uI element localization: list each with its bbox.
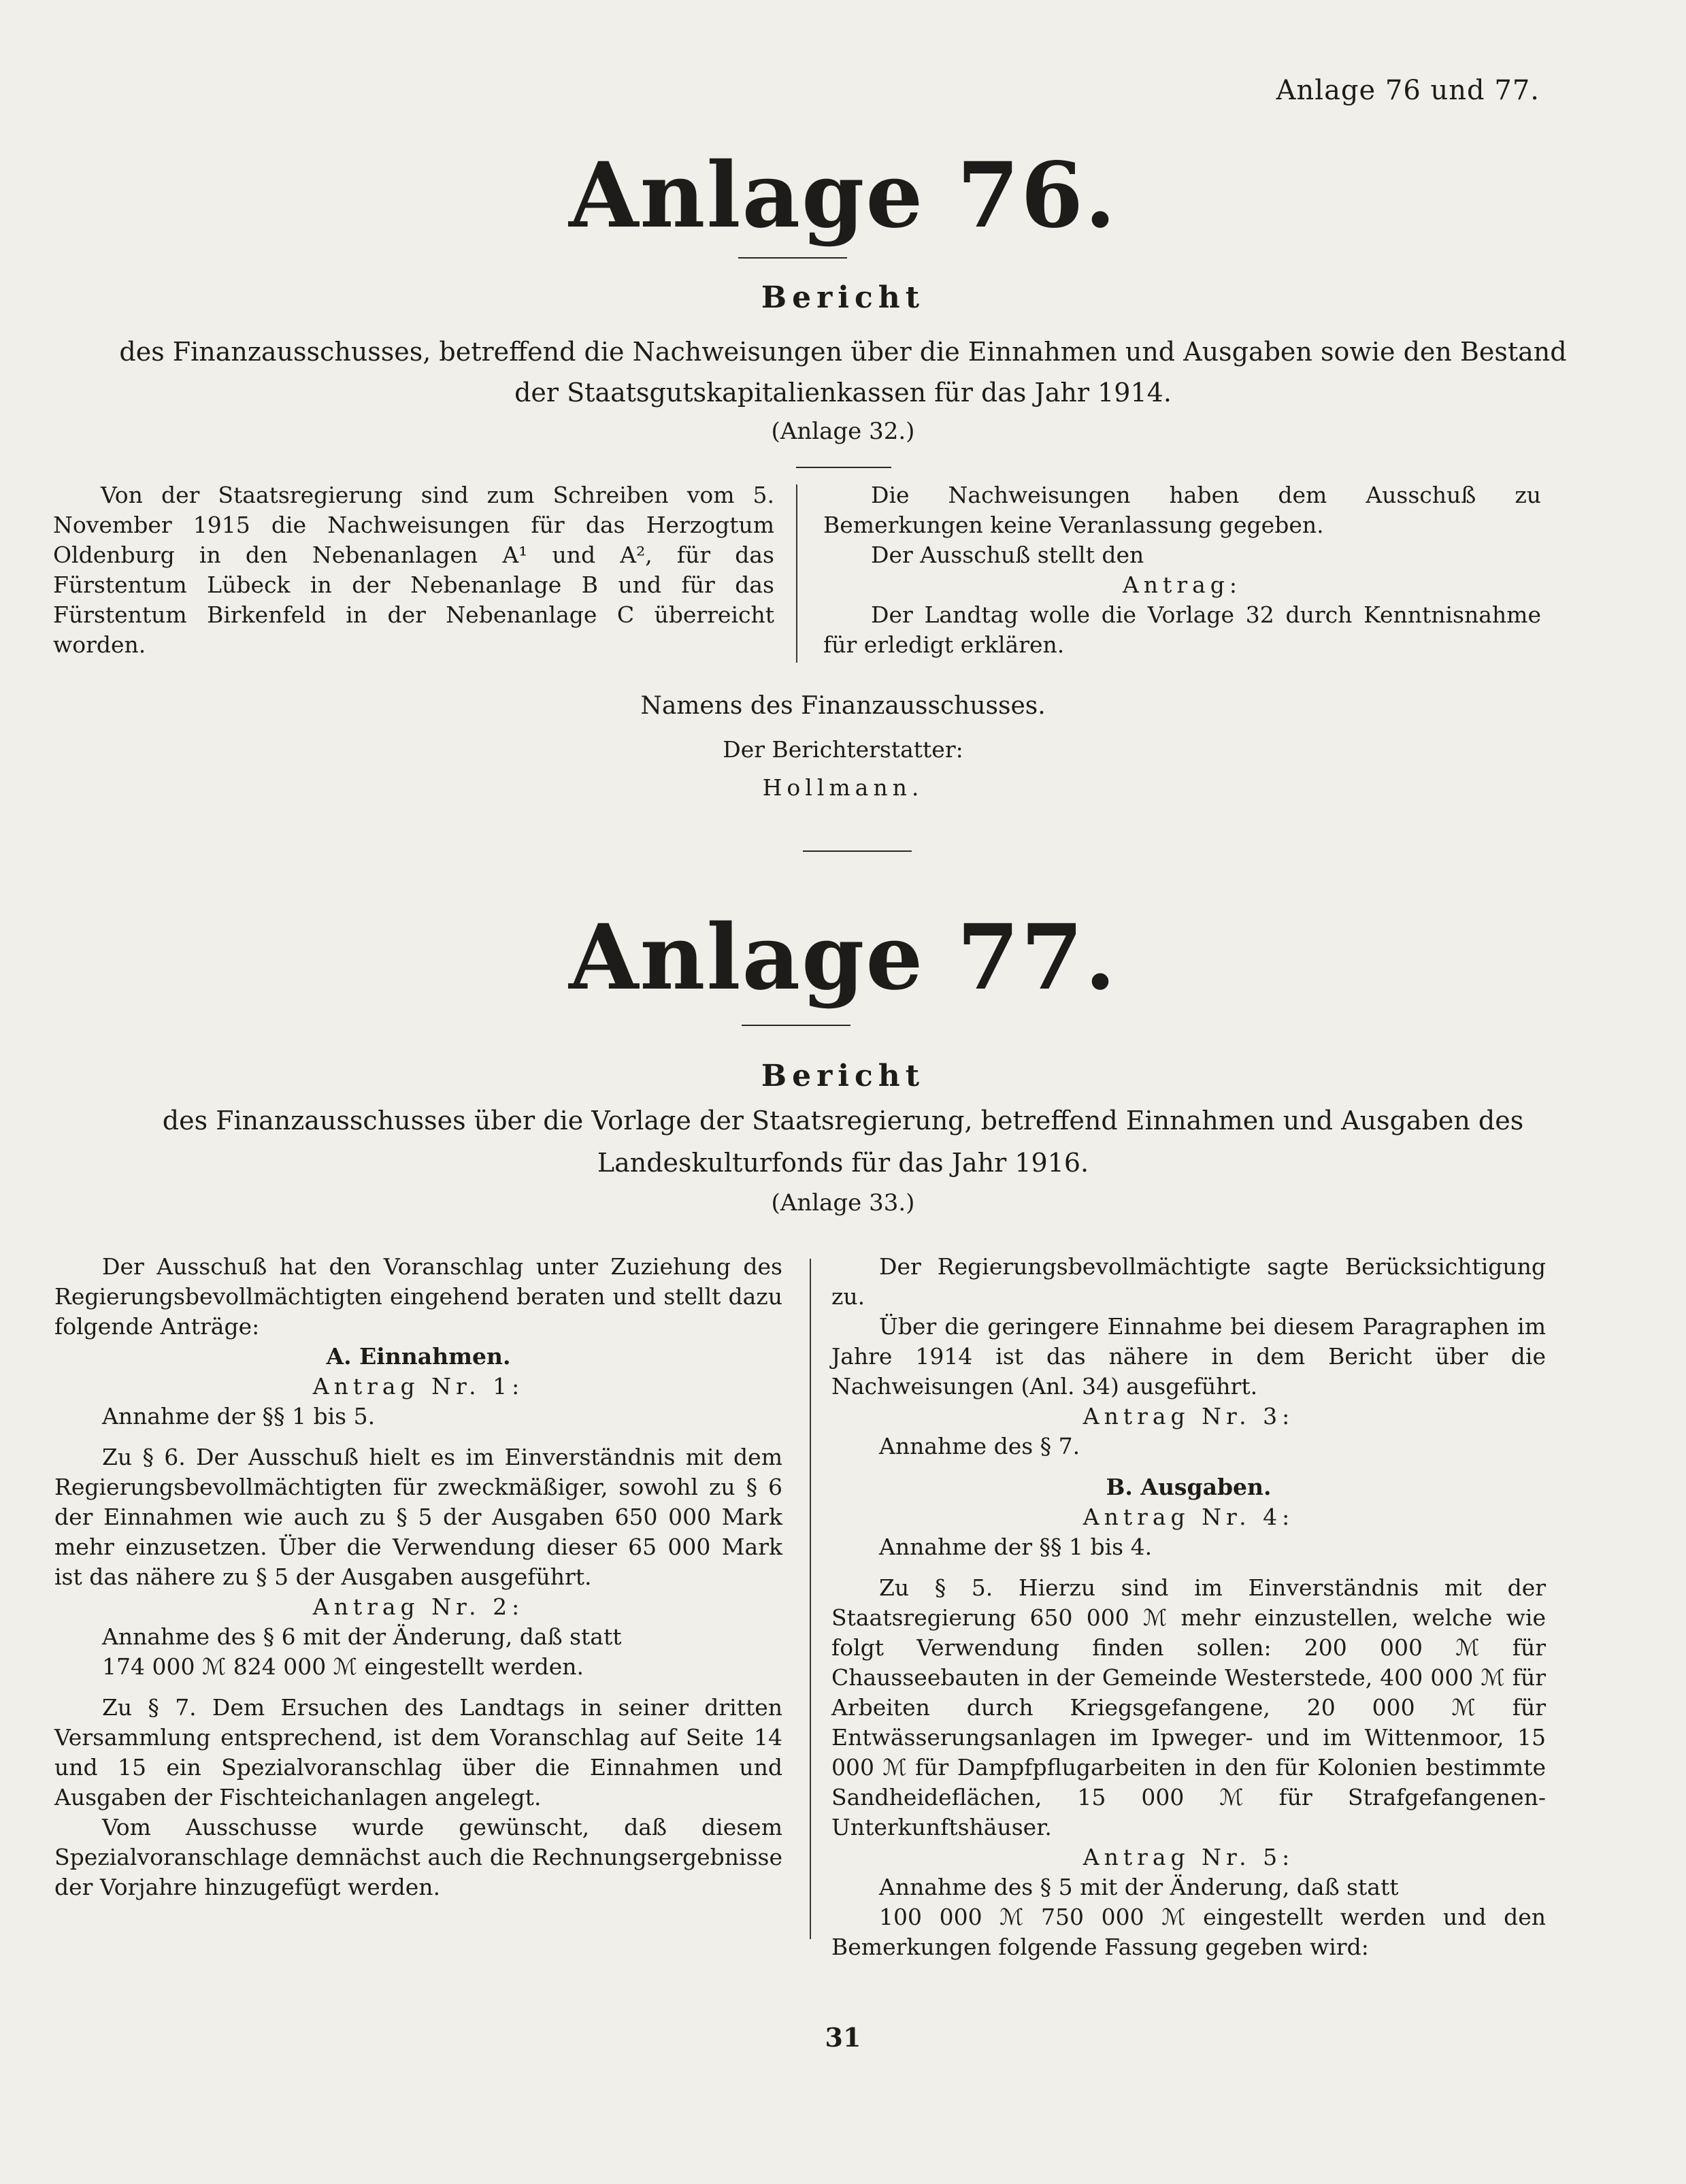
paragraph-section-5: Zu § 5. Hierzu sind im Einverständnis mit der Staatsregierung 650 000 ℳ mehr einzustellen, welche wie folgt Verwendung finden sollen: 200 000 ℳ für Chausseebauten in der Gemeinde Westerstede, 400 000 ℳ für Arbeiten durch Kriegsgefangene, 20 000 ℳ für Entwässerungsanlagen im Ipweger- und im Wittenmoor, 15 000 ℳ für Dampfpflugarbeiten in den für Kolonien bestimmte Sandheideflächen, 15 000 ℳ für Strafgefangenen-Unterkunftshäuser. bbox=[831, 1574, 1546, 1840]
anlage-76-reference: (Anlage 32.) bbox=[771, 418, 915, 445]
anlage-77-right-column bbox=[831, 1252, 1546, 1962]
anlage-76-heading: Bericht bbox=[761, 280, 925, 315]
right-paragraph-2: Über die geringere Einnahme bei diesem Paragraphen im Jahre 1914 ist das nähere in dem Bericht über die Nachweisungen (Anl. 34) ausgeführt. bbox=[831, 1313, 1546, 1400]
anlage-77-subtitle-1: des Finanzausschusses über die Vorlage der Staatsregierung, betreffend Einnahmen und Ausgaben des bbox=[162, 1106, 1524, 1136]
antrag-2-line-1: Annahme des § 6 mit der Änderung, daß statt bbox=[102, 1623, 622, 1650]
anlage-76-antrag-label: Antrag: bbox=[1122, 572, 1242, 598]
anlage-76-subtitle-1: des Finanzausschusses, betreffend die Nachweisungen über die Einnahmen und Ausgaben sowie den Bestand bbox=[119, 337, 1567, 367]
paragraph-section-7: Zu § 7. Dem Ersuchen des Landtags in seiner dritten Versammlung entsprechend, ist dem Voranschlag auf Seite 14 und 15 ein Spezialvoranschlag über die Einnahmen und Ausgaben der Fischteichanlagen angelegt. bbox=[54, 1694, 782, 1810]
divider bbox=[803, 850, 912, 852]
antrag-1-label: Antrag Nr. 1: bbox=[312, 1373, 525, 1400]
intro-paragraph: Der Ausschuß hat den Voranschlag unter Zuziehung des Regierungsbevollmächtigten eingehend beraten und stellt dazu folgende Anträge: bbox=[54, 1253, 782, 1340]
anlage-77-heading: Bericht bbox=[761, 1059, 925, 1093]
right-paragraph-1: Der Regierungsbevollmächtigte sagte Berücksichtigung zu. bbox=[831, 1253, 1546, 1310]
anlage-76-title: Anlage 76. bbox=[569, 143, 1117, 248]
antrag-1-text: Annahme der §§ 1 bis 5. bbox=[102, 1403, 376, 1429]
divider bbox=[742, 1025, 850, 1026]
paragraph-section-6: Zu § 6. Der Ausschuß hielt es im Einverständnis mit dem Regierungsbevollmächtigten für zweckmäßiger, sowohl zu § 6 der Einnahmen wie auch zu § 5 der Ausgaben 650 000 Mark mehr einzusetzen. Über die Verwendung dieser 65 000 Mark ist das nähere zu § 5 der Ausgaben ausgeführt. bbox=[54, 1444, 782, 1590]
anlage-76-right-paragraph-1: Die Nachweisungen haben dem Ausschuß zu Bemerkungen keine Veranlassung gegeben. bbox=[823, 482, 1541, 538]
antrag-4-text: Annahme der §§ 1 bis 4. bbox=[879, 1534, 1153, 1560]
anlage-77-subtitle-2: Landeskulturfonds für das Jahr 1916. bbox=[597, 1148, 1089, 1178]
anlage-76-right-column bbox=[823, 480, 1541, 660]
anlage-77-title: Anlage 77. bbox=[569, 905, 1117, 1010]
section-b-heading: B. Ausgaben. bbox=[1106, 1474, 1272, 1500]
antrag-5-rest: 100 000 ℳ 750 000 ℳ eingestellt werden und den Bemerkungen folgende Fassung gegeben wird: bbox=[831, 1904, 1546, 1960]
signature-role: Der Berichterstatter: bbox=[723, 736, 963, 763]
paragraph-wish: Vom Ausschusse wurde gewünscht, daß diesem Spezialvoranschlage demnächst auch die Rechnungsergebnisse der Vorjahre hinzugefügt werden. bbox=[54, 1814, 782, 1900]
anlage-76-left-paragraph: Von der Staatsregierung sind zum Schreiben vom 5. November 1915 die Nachweisungen für das Herzogtum Oldenburg in den Nebenanlagen A¹ und A², für das Fürstentum Lübeck in der Nebenanlage B und für das Fürstentum Birkenfeld in der Nebenanlage C überreicht worden. bbox=[53, 482, 774, 658]
antrag-5-label: Antrag Nr. 5: bbox=[1082, 1844, 1295, 1870]
antrag-2-label: Antrag Nr. 2: bbox=[312, 1593, 525, 1620]
section-a-heading: A. Einnahmen. bbox=[326, 1343, 511, 1370]
signature-name: Hollmann. bbox=[762, 774, 924, 801]
signature-committee: Namens des Finanzausschusses. bbox=[640, 692, 1046, 720]
anlage-77-left-column bbox=[54, 1252, 782, 1902]
antrag-5-line-1: Annahme des § 5 mit der Änderung, daß statt bbox=[879, 1874, 1399, 1900]
antrag-2-line-2: 174 000 ℳ 824 000 ℳ eingestellt werden. bbox=[102, 1653, 584, 1680]
anlage-76-right-paragraph-2: Der Ausschuß stellt den bbox=[871, 542, 1144, 568]
divider bbox=[796, 467, 891, 468]
antrag-4-label: Antrag Nr. 4: bbox=[1082, 1504, 1295, 1530]
antrag-3-text: Annahme des § 7. bbox=[879, 1433, 1080, 1459]
running-header: Anlage 76 und 77. bbox=[1276, 75, 1540, 106]
column-separator bbox=[796, 484, 797, 663]
anlage-76-left-column bbox=[53, 480, 774, 660]
page-number: 31 bbox=[825, 2022, 861, 2053]
antrag-3-label: Antrag Nr. 3: bbox=[1082, 1403, 1295, 1429]
divider bbox=[738, 257, 847, 259]
column-separator bbox=[810, 1259, 811, 1939]
anlage-76-right-paragraph-3: Der Landtag wolle die Vorlage 32 durch Kenntnisnahme für erledigt erklären. bbox=[823, 601, 1541, 658]
anlage-77-reference: (Anlage 33.) bbox=[771, 1189, 915, 1217]
anlage-76-subtitle-2: der Staatsgutskapitalienkassen für das Jahr 1914. bbox=[514, 378, 1172, 408]
